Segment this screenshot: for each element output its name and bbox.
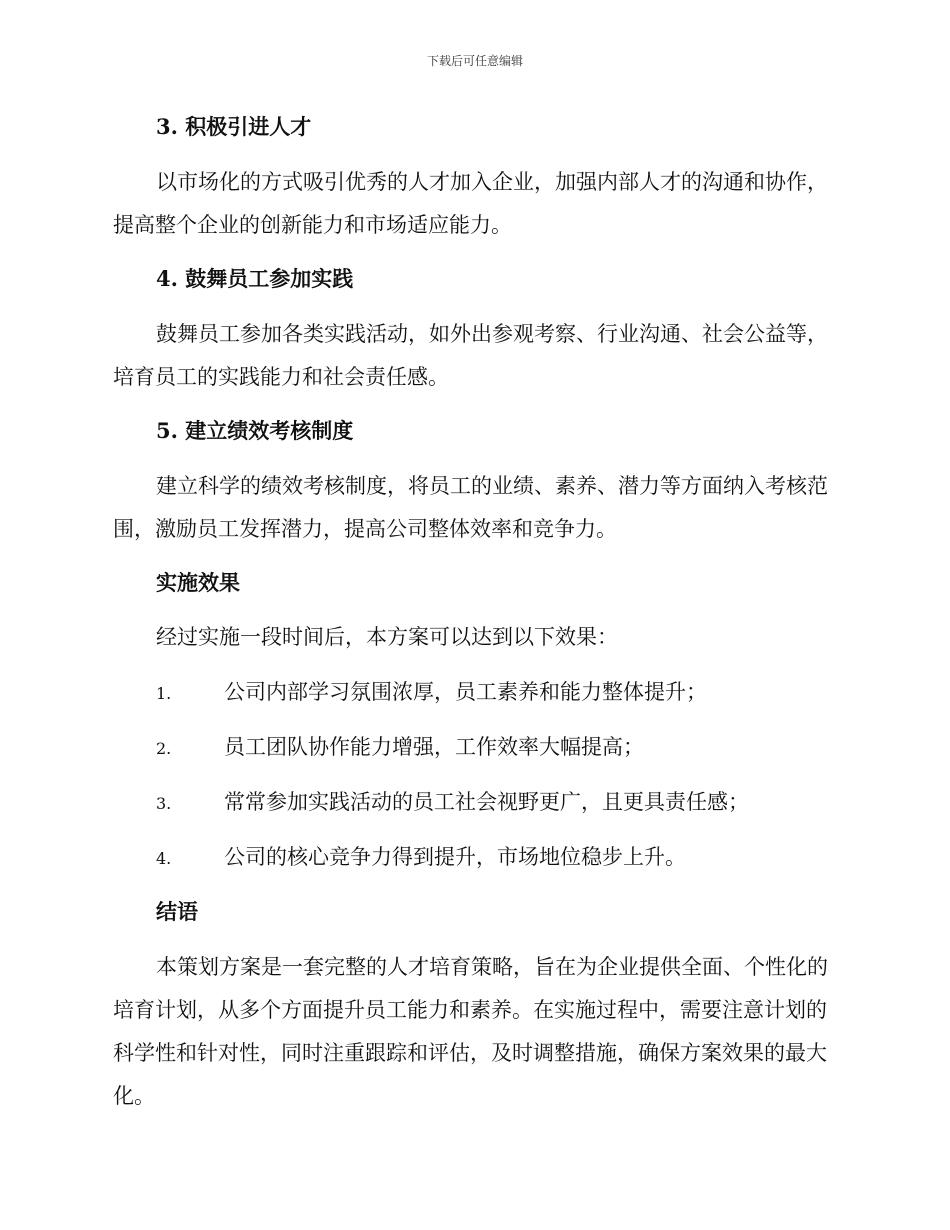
list-item bbox=[156, 788, 749, 818]
list-item-number: 1. bbox=[156, 684, 172, 703]
list-item-text: 公司的核心竞争力得到提升，市场地位稳步上升。 bbox=[224, 845, 686, 869]
list-item bbox=[156, 678, 707, 708]
effects-intro: 经过实施一段时间后，本方案可以达到以下效果： bbox=[156, 625, 618, 649]
section-body-practice: 鼓舞员工参加各类实践活动，如外出参观考察、行业沟通、社会公益等，培育员工的实践能力和社会责任感。 bbox=[113, 322, 828, 389]
section-heading-practice: 4. 鼓舞员工参加实践 bbox=[156, 266, 354, 291]
list-item bbox=[156, 843, 686, 873]
page-header-note: 下载后可任意编辑 bbox=[426, 54, 523, 68]
list-item-text: 常常参加实践活动的员工社会视野更广，且更具责任感； bbox=[224, 790, 749, 814]
section-body-performance: 建立科学的绩效考核制度，将员工的业绩、素养、潜力等方面纳入考核范围，激励员工发挥潜力，提高公司整体效率和竞争力。 bbox=[113, 474, 828, 541]
list-item-text: 员工团队协作能力增强，工作效率大幅提高； bbox=[224, 735, 644, 759]
list-item-number: 2. bbox=[156, 739, 172, 758]
section-heading-talent: 3. 积极引进人才 bbox=[156, 114, 312, 139]
list-item-text: 公司内部学习氛围浓厚，员工素养和能力整体提升； bbox=[224, 680, 707, 704]
list-item-number: 3. bbox=[156, 794, 172, 813]
section-heading-effects: 实施效果 bbox=[156, 570, 240, 595]
section-heading-performance: 5. 建立绩效考核制度 bbox=[156, 418, 354, 443]
section-body-talent: 以市场化的方式吸引优秀的人才加入企业，加强内部人才的沟通和协作，提高整个企业的创新能力和市场适应能力。 bbox=[113, 170, 828, 237]
list-item-number: 4. bbox=[156, 849, 172, 868]
list-item bbox=[156, 733, 644, 763]
section-heading-conclusion: 结语 bbox=[156, 899, 198, 924]
section-body-conclusion: 本策划方案是一套完整的人才培育策略，旨在为企业提供全面、个性化的培育计划，从多个方面提升员工能力和素养。在实施过程中，需要注意计划的科学性和针对性，同时注重跟踪和评估，及时调整措施，确保方案效果的最大化。 bbox=[113, 955, 828, 1108]
